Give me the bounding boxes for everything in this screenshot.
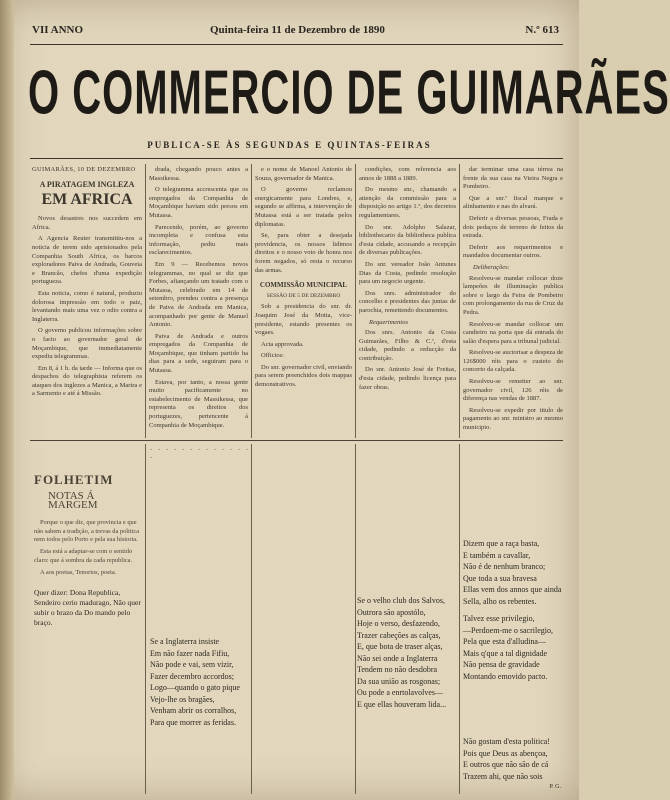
- paragraph: dar terminar uma casa térrea na frente da sua casa na Vieira Negra e Pombeiro.: [463, 166, 563, 191]
- poem-line: Dizem que a raça basta,: [463, 539, 540, 548]
- paragraph: Officios:: [261, 352, 284, 360]
- column-divider: [459, 164, 460, 438]
- paragraph: Do snr. vereador João Antunes Dias da Costa, pedindo resolução para um negocio urgente.: [359, 260, 456, 286]
- signature: P. G.: [549, 784, 561, 790]
- issue-date: Quinta-feira 11 de Dezembro de 1890: [210, 24, 385, 36]
- column-divider: [251, 164, 252, 438]
- masthead-subtitle: PUBLICA-SE ÀS SEGUNDAS E QUINTAS-FEIRAS: [147, 140, 432, 150]
- column-divider: [145, 444, 146, 794]
- header-bar: [32, 24, 559, 40]
- faded-column-2: [150, 446, 250, 642]
- column-4: [359, 166, 456, 438]
- requirements-title: Requerimentos: [369, 318, 408, 326]
- poem-line: Fazer decembro accordos;: [150, 671, 234, 681]
- paragraph: Parecendo, porém, ao governo incompleta e confusa esta informação, pediu mais esclarecimentos.: [149, 223, 248, 257]
- paragraph: e o nome de Manoel Antonio de Souza, governador de Manica.: [255, 166, 352, 182]
- paragraph: Estava, por tanto, a nossa gente muito pacificamente no estabelecimento de Massikessa, que representa os direitos dos portuguezes, pertencente á Companhia de Moçambique.: [149, 378, 248, 429]
- poem-line: Pela que esta d'alludina—: [463, 637, 546, 646]
- poem-line: E outros que não são de cá: [463, 760, 549, 769]
- poem-1: [150, 636, 250, 756]
- paragraph: Do mesmo snr., chamando a attenção da commissão para a disposição no artigo 1.º, dos decretos regulamentares.: [359, 186, 456, 219]
- poem-line: Pois que Deus as abençoa,: [463, 748, 548, 758]
- dateline: GUIMARÃES, 10 DE DEZEMBRO: [32, 166, 136, 173]
- poem-line: Da sua união as rosgonas;: [357, 676, 441, 686]
- paragraph: O telegramma accrescenta que os empregados da Companhia de Moçambique haviam sido presos em Mutassa.: [149, 186, 248, 219]
- paragraph: Esta noticia, como é natural, produziu dolorosa impressão em todo o paiz, levantando mais uma vez o odio contra a Inglaterra.: [32, 289, 142, 323]
- dashed-rule: - - - - - - - - - - - - - -: [150, 446, 250, 462]
- poem-line: Outrora são apostólo,: [357, 607, 426, 617]
- folhetim-column: [34, 446, 142, 796]
- folhetim-rule: [30, 440, 563, 441]
- paragraph: drada, chegando pouco antes a Massikessa.: [149, 166, 248, 182]
- paragraph: Esta está a adaptar-se com o sentido claro: que á sombra da cada republica.: [34, 548, 133, 564]
- paragraph: A aos poetas, Tenorios, poeta.: [40, 569, 117, 577]
- poem-line: Venham abrir os corralhos,: [150, 706, 237, 715]
- poem-line: Talvez esse privilegio,: [463, 614, 535, 623]
- paragraph: Do snr. governador civil, enviando para serem preenchidos dois mappas demonstrativos.: [255, 363, 352, 389]
- folhetim-title: NOTAS Á MARGEM: [48, 490, 98, 511]
- poem-line: Ellas vem dos annos que ainda: [463, 585, 562, 594]
- poem-line: Vejo-lhe os bragães,: [150, 694, 215, 704]
- section-subtitle: SESSÃO DE 5 DE DEZEMBRO: [266, 292, 341, 299]
- column-divider: [251, 444, 252, 794]
- paragraph: Em 8, á 1 h. da tarde — Informa que os despachos do telegraphista referem os ataques dos inglezes a Manica, a Marira e a Sarmento e até á Missão.: [32, 364, 142, 398]
- volume-label: VII ANNO: [32, 24, 84, 36]
- poem-line: Sella, alho os rebentes.: [463, 596, 537, 606]
- paragraph: Em 9 — Recebemos novos telegrammas, no qual se diz que Forbes, afiançando um tratado com o Mutassa, celebrado em 14 de setembro, prendeu contra a presença de Paiva de Andrada em Manica, acompanhado por gente de Manuel Antonio.: [149, 260, 248, 329]
- column-divider: [459, 444, 460, 794]
- section-title: COMMISSÃO MUNICIPAL: [259, 281, 348, 290]
- paragraph: Acta approvada.: [261, 340, 304, 348]
- paragraph: Se, para obter a desejada providencia, os nossos lidimos direitos e o nosso voto de honra nos forem negados, só resta o recurso das armas.: [255, 232, 352, 274]
- verse-block: Quer dizer: Dona Republica, Sendeiro cerio madurago, Não quer subir o brazo da Do mando pelo braço.: [34, 587, 141, 627]
- folhetim-label: FOLHETIM: [34, 472, 114, 487]
- poem-line: Não pensa de gravidade: [463, 660, 540, 669]
- page-binding-edge: [0, 0, 14, 800]
- paragraph: Porque o que diz, que provincia e que não sabem a tradição, a trevas da politica nem todos pelo Porto e pela sua historia.: [34, 519, 140, 544]
- poem-line: Mais q'que a tal dignidade: [463, 648, 548, 658]
- paragraph: Paiva de Andrada e outros empregados da Companhia de Moçambique, que tinham partido ha dias para a sede, seguiram para o Mutassa.: [149, 332, 248, 375]
- column-divider: [355, 444, 356, 794]
- poem-line: Para que morrer as feridas.: [150, 717, 236, 727]
- paragraph: A Agencia Reuter transmittiu-nos a noticia de terem sido aprisionados pela Companhia South Africa, os barcos exploradores Paiva de Andrada, Gouveia e Brancâo, chefes d'uma expedição portugueza.: [32, 235, 142, 286]
- headline-main: EM AFRICA: [41, 191, 133, 209]
- paragraph: Dos snrs. administrador do concelho e presidentes das juntas de parochia, remettendo documentos.: [359, 289, 456, 314]
- paragraph: Deferir aos requerimentos e mandados documentar outros.: [463, 243, 563, 260]
- poem-line: Tendem no não desdobra: [357, 665, 438, 674]
- masthead-rule: [30, 158, 563, 159]
- poem-line: Se o velho club dos Salvos,: [357, 596, 445, 605]
- poem-line: Trazem ahi, que não sois: [463, 771, 543, 781]
- deliberations-title: Deliberações:: [473, 263, 510, 271]
- paragraph: condições, com referencia aos annos de 1888 a 1889.: [359, 166, 456, 182]
- header-rule: [30, 44, 563, 45]
- poem-line: Não pode e vai, sem vizir,: [150, 660, 234, 669]
- column-divider: [145, 164, 146, 438]
- paragraph: Sob a presidencia do snr. dr. Joaquim José da Motta, vice-presidente, estando presentes os vogaes.: [255, 303, 352, 337]
- paragraph: Resolveu-se mandar collocar um candieiro na porta que dá entrada do salão d'espera para a tribunal judicial.: [463, 320, 563, 345]
- column-1: [32, 166, 142, 438]
- paragraph: Do snr. Antonio José de Freitas, d'esta cidade, pedindo licença para fazer obras.: [359, 366, 456, 391]
- poem-line: Se a Inglaterra insiste: [150, 637, 220, 646]
- paragraph: O governo reclamou energicamente para Londres, e, segundo se affirma, a intervenção de Mutassa está a ser tratada pelos diplomatas.: [255, 186, 352, 228]
- paragraph: O governo publicou informações sobre o facto ao governador geral de Moçambique, que immediatamente expediu telegrammas.: [32, 327, 142, 361]
- masthead-title: O COMMERCIO DE GUIMARÃES: [28, 59, 670, 128]
- poem-line: E que ellas houveram lida...: [357, 699, 447, 709]
- poem-line: Hoje o verso, desfazendo,: [357, 619, 440, 628]
- paragraph: Dos snrs. Antonio da Costa Guimarães, Filho & C.ª, d'esta cidade, pedindo a reducção da contribuição.: [359, 329, 456, 362]
- column-5: [463, 166, 563, 438]
- poem-line: Não gostam d'esta politica!: [463, 737, 550, 746]
- poem-line: Ou pode a enrtolavolves—: [357, 688, 443, 697]
- issue-number: N.º 613: [525, 24, 559, 36]
- poem-line: Não sei onde a Inglaterra: [357, 653, 438, 663]
- paragraph: Que a snr.ª fiscal marque e alinhamento e nas do alvará.: [463, 194, 563, 211]
- paragraph: Resolveu-se remetter ao snr. governador civil, 126 réis de diferença nas vendas de 1887.: [463, 378, 563, 403]
- poem-line: Logo—quando o gato pique: [150, 683, 240, 692]
- paragraph: Resolveu-se auctorisar a despeza de 126$000 réis para o custeio do concerto da calçada.: [463, 349, 563, 374]
- poem-2: [357, 595, 457, 730]
- poem-3: [463, 538, 567, 788]
- poem-line: Montando emovido pacto.: [463, 671, 548, 681]
- column-2: [149, 166, 248, 438]
- poem-line: Que toda a sua bravesa: [463, 573, 537, 583]
- column-divider: [355, 164, 356, 438]
- poem-line: Não é de nenhum branco;: [463, 562, 546, 571]
- headline-small: A PIRATAGEM INGLEZA: [39, 179, 135, 189]
- paragraph: Novos desastres nos succedem em Africa.: [32, 215, 142, 231]
- poem-line: Trazer cabeções as calças,: [357, 630, 441, 640]
- poem-line: Em não fazer nada Fifiu,: [150, 648, 230, 658]
- column-3: [255, 166, 352, 438]
- poem-line: E também a cavallar,: [463, 550, 531, 560]
- poem-line: —Perdoem-me o sacrilegio,: [463, 625, 553, 635]
- paragraph: Do snr. Adolpho Salazar, bibliothecario da bibliotheca publica d'esta cidade, accusando a recepção de diversas publicações.: [359, 223, 456, 257]
- poem-line: E, que bota de traser alças,: [357, 642, 443, 651]
- paragraph: Resolveu-se mandar collocar doze lampeões de illuminação publica sobre o largo da Feira de Pombeiro com prolongamento da rua de Cruz da Pedra.: [463, 274, 563, 316]
- paragraph: Deferir a diversas pessoas, Frada e dois pedaços de terreno de feitos da estrada.: [463, 214, 563, 240]
- paragraph: Resolveu-se expedir por titulo de pagamento ao snr. ministro ao mesmo municipio.: [463, 406, 563, 432]
